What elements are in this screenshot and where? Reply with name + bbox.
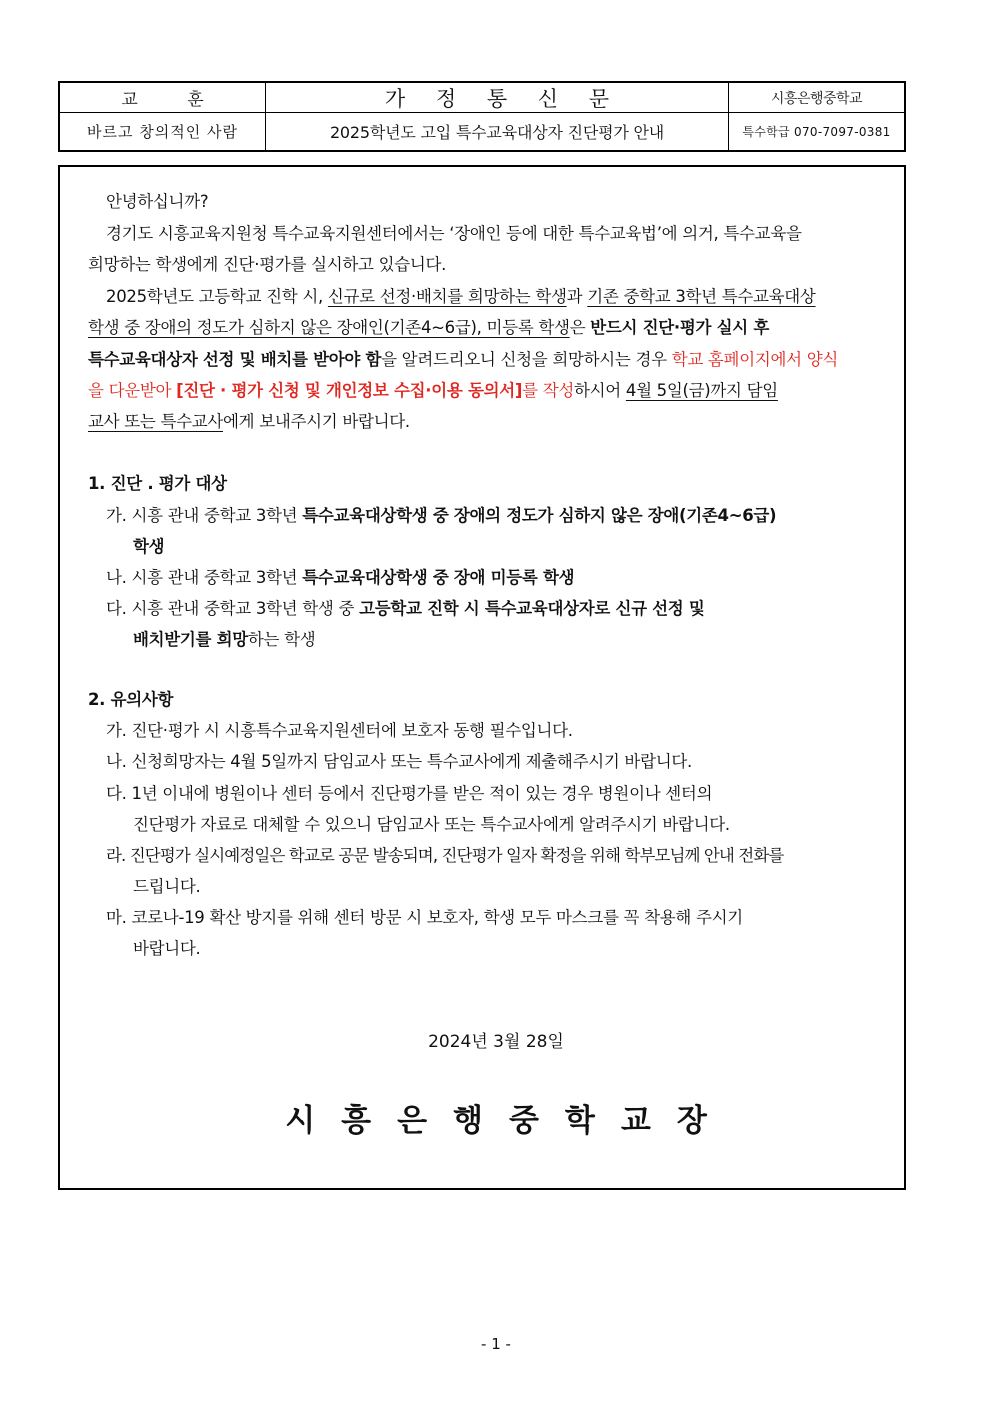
item-c-text-cont: 하는 학생 bbox=[247, 630, 316, 649]
section-2-item-d-cont: 드립니다. bbox=[133, 877, 201, 896]
contact-phone: 특수학급 070-7097-0381 bbox=[742, 124, 891, 139]
paragraph-1-line-1: 경기도 시흥교육지원청 특수교육지원센터에서는 ‘장애인 등에 대한 특수교육법’에 의거, 특수교육을 bbox=[106, 224, 802, 243]
doc-title: 2025학년도 고입 특수교육대상자 진단평가 안내 bbox=[329, 122, 665, 142]
section-1-item-a bbox=[106, 505, 896, 527]
p2-underlined-existing: 기존 중학교 3학년 특수교육대상 bbox=[587, 287, 816, 306]
p2-underlined-deadline: 4월 5일(금)까지 담임 bbox=[625, 381, 778, 400]
paragraph-2-line-4 bbox=[88, 380, 878, 402]
section-2-item-e-cont: 바랍니다. bbox=[133, 939, 201, 958]
p2-text: 과 bbox=[566, 287, 588, 306]
p2-text: 하시어 bbox=[574, 381, 626, 400]
paragraph-2-line-5 bbox=[88, 411, 878, 433]
issue-date: 2024년 3월 28일 bbox=[428, 1032, 564, 1052]
item-a-bold: 특수교육대상학생 중 장애의 정도가 심하지 않은 장애(기존4~6급) bbox=[302, 506, 777, 525]
section-2-title: 2. 유의사항 bbox=[88, 690, 174, 709]
section-1-item-b bbox=[106, 567, 896, 589]
p2-bold-placement: 특수교육대상자 선정 및 배치를 받아야 함 bbox=[88, 350, 382, 369]
p2-red-download: 을 다운받아 bbox=[88, 381, 177, 400]
motto: 바르고 창의적인 사람 bbox=[87, 122, 238, 141]
motto-cell bbox=[60, 112, 266, 150]
page-number: - 1 - bbox=[481, 1335, 511, 1353]
p2-red-write: 를 작성 bbox=[522, 381, 574, 400]
header-row-2 bbox=[60, 112, 904, 150]
item-a-text: 가. 시흥 관내 중학교 3학년 bbox=[106, 506, 303, 525]
section-2-item-e: 마. 코로나-19 확산 방지를 위해 센터 방문 시 보호자, 학생 모두 마스크를 꼭 착용해 주시기 bbox=[106, 908, 743, 927]
paragraph-2-line-2 bbox=[88, 317, 878, 339]
p2-underlined-new: 신규로 선정·배치를 희망하는 학생 bbox=[327, 287, 567, 306]
item-c-bold: 고등학교 진학 시 특수교육대상자로 신규 선정 및 bbox=[359, 599, 705, 618]
paragraph-2-line-3 bbox=[88, 349, 878, 371]
header-table bbox=[58, 81, 906, 152]
p2-text: 2025학년도 고등학교 진학 시, bbox=[106, 287, 328, 306]
p2-underlined-teacher: 교사 또는 특수교사 bbox=[88, 412, 224, 431]
contact-cell bbox=[729, 112, 904, 150]
doc-type-cell bbox=[266, 83, 729, 112]
doc-title-cell bbox=[266, 112, 729, 150]
section-2-item-a: 가. 진단·평가 시 시흥특수교육지원센터에 보호자 동행 필수입니다. bbox=[106, 721, 573, 740]
p2-bold-required: 반드시 진단·평가 실시 후 bbox=[590, 318, 769, 337]
p2-red-form-name: [진단 · 평가 신청 및 개인정보 수집·이용 동의서] bbox=[176, 381, 523, 400]
p2-text: 은 bbox=[569, 318, 591, 337]
p2-underlined-mild: 학생 중 장애의 정도가 심하지 않은 장애인(기존4~6급), 미등록 학생 bbox=[88, 318, 570, 337]
section-2-item-c-cont: 진단평가 자료로 대체할 수 있으니 담임교사 또는 특수교사에게 알려주시기 바랍니다. bbox=[133, 815, 730, 834]
doc-type: 가 정 통 신 문 bbox=[384, 86, 622, 111]
section-2-item-d: 라. 진단평가 실시예정일은 학교로 공문 발송되며, 진단평가 일자 확정을 위해 학부모님께 안내 전화를 bbox=[106, 846, 784, 865]
paragraph-2-line-1 bbox=[106, 286, 878, 308]
p2-text: 에게 보내주시기 바랍니다. bbox=[223, 412, 410, 431]
item-c-text: 다. 시흥 관내 중학교 3학년 학생 중 bbox=[106, 599, 360, 618]
p2-red-homepage: 학교 홈페이지에서 양식 bbox=[671, 350, 838, 369]
section-2-item-c: 다. 1년 이내에 병원이나 센터 등에서 진단평가를 받은 적이 있는 경우 병원이나 센터의 bbox=[106, 784, 713, 803]
greeting: 안녕하십니까? bbox=[106, 192, 209, 211]
school-name-cell bbox=[729, 83, 904, 112]
item-b-bold: 특수교육대상학생 중 장애 미등록 학생 bbox=[302, 568, 575, 587]
item-c-bold-cont: 배치받기를 희망 bbox=[133, 630, 248, 649]
motto-label: 교 훈 bbox=[121, 90, 226, 110]
section-1-item-c-cont bbox=[133, 629, 923, 651]
section-2-item-b: 나. 신청희망자는 4월 5일까지 담임교사 또는 특수교사에게 제출해주시기 바랍니다. bbox=[106, 752, 692, 771]
header-row-1 bbox=[60, 83, 904, 113]
p2-text: 을 알려드리오니 신청을 희망하시는 경우 bbox=[381, 350, 672, 369]
paragraph-1-line-2: 희망하는 학생에게 진단·평가를 실시하고 있습니다. bbox=[88, 255, 447, 274]
section-1-title: 1. 진단 . 평가 대상 bbox=[88, 474, 227, 493]
principal-signature: 시흥은행중학교장 bbox=[285, 1103, 733, 1139]
motto-label-cell bbox=[60, 83, 266, 112]
school-name: 시흥은행중학교 bbox=[770, 90, 863, 107]
section-1-item-a-cont: 학생 bbox=[133, 537, 165, 556]
item-b-text: 나. 시흥 관내 중학교 3학년 bbox=[106, 568, 303, 587]
section-1-item-c bbox=[106, 598, 896, 620]
